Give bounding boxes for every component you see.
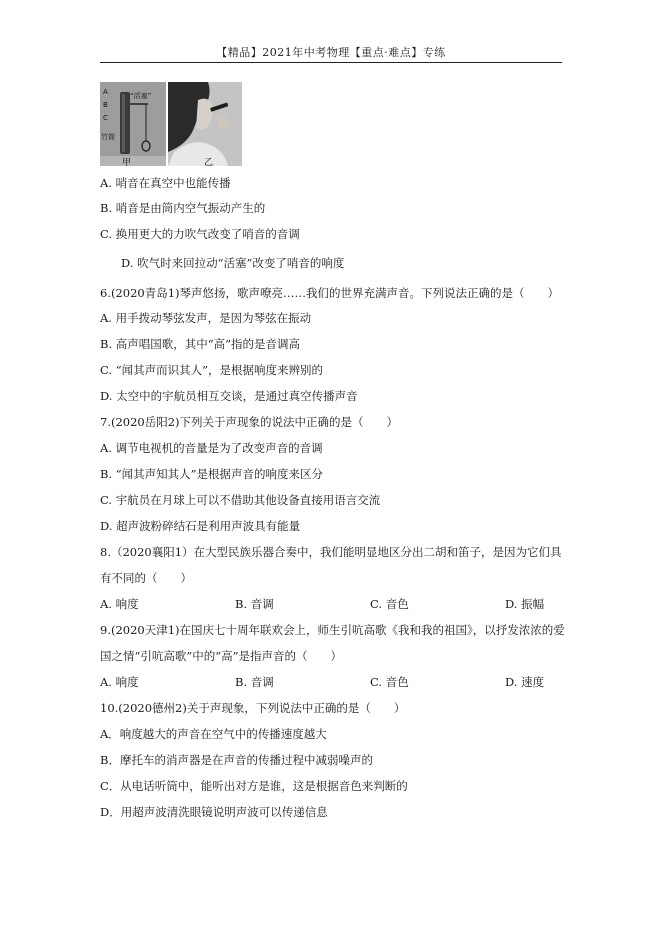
q7-option-a: A. 调节电视机的音量是为了改变声音的音调: [100, 441, 323, 455]
q10-option-a: A．响度越大的声音在空气中的传播速度越大: [100, 727, 327, 741]
q9-stem-line1: 9.(2020天津1)在国庆七十周年联欢会上，师生引吭高歌《我和我的祖国》，以抒发浓浓的爱: [100, 623, 565, 637]
q5-option-b: B. 哨音是由筒内空气振动产生的: [100, 201, 266, 215]
q5-option-a: A. 哨音在真空中也能传播: [100, 176, 231, 190]
q8-stem-line2: 有不同的（ ）: [100, 571, 192, 585]
q6-option-c: C. “闻其声而识其人”，是根据响度来辨别的: [100, 363, 323, 377]
q10-option-b: B．摩托车的消声器是在声音的传播过程中减弱噪声的: [100, 753, 373, 767]
page-header: 【精品】2021年中考物理【重点·难点】专练: [216, 46, 446, 59]
q6-stem: 6.(2020青岛1)琴声悠扬，歌声嘹亮……我们的世界充满声音。下列说法正确的是（ ）: [100, 286, 560, 300]
q10-option-d: D．用超声波清洗眼镜说明声波可以传递信息: [100, 805, 328, 819]
figure-panel-yi: [168, 82, 242, 166]
q9-option-a: A. 响度: [100, 675, 139, 689]
q10-option-c: C．从电话听筒中，能听出对方是谁，这是根据音色来判断的: [100, 779, 408, 793]
q8-option-c: C. 音色: [370, 597, 409, 611]
q6-option-a: A. 用手拨动琴弦发声，是因为琴弦在振动: [100, 311, 312, 325]
q6-option-b: B. 高声唱国歌，其中“高”指的是音调高: [100, 337, 301, 351]
person-blowing-drawing: [168, 82, 242, 166]
q8-stem-line1: 8.（2020襄阳1）在大型民族乐器合奏中，我们能明显地区分出二胡和笛子，是因为它们具: [100, 545, 562, 559]
q9-stem-line2: 国之情“引吭高歌”中的“高”是指声音的（ ）: [100, 649, 343, 663]
q7-option-d: D. 超声波粉碎结石是利用声波具有能量: [100, 519, 301, 533]
q9-option-b: B. 音调: [235, 675, 274, 689]
figure-label-c: C: [103, 114, 108, 122]
q7-stem: 7.(2020岳阳2)下列关于声现象的说法中正确的是（ ）: [100, 415, 399, 429]
q8-option-b: B. 音调: [235, 597, 274, 611]
q8-option-d: D. 振幅: [505, 597, 545, 611]
figure-label-b: B: [103, 101, 108, 109]
q9-option-c: C. 音色: [370, 675, 409, 689]
q9-option-d: D. 速度: [505, 675, 545, 689]
figure-label-a: A: [103, 88, 108, 96]
figure-label-jia: 甲: [122, 158, 132, 166]
figure-panel-jia: [100, 82, 166, 166]
figure-label-yi: 乙: [204, 158, 214, 166]
q7-option-b: B. “闻其声知其人”是根据声音的响度来区分: [100, 467, 324, 481]
q8-option-a: A. 响度: [100, 597, 139, 611]
figure-label-piston: “活塞”: [130, 92, 152, 100]
q5-option-c: C. 换用更大的力吹气改变了哨音的音调: [100, 227, 300, 241]
q7-option-c: C. 宇航员在月球上可以不借助其他设备直接用语言交流: [100, 493, 381, 507]
whistle-figure: [100, 82, 242, 166]
q6-option-d: D. 太空中的宇航员相互交谈，是通过真空传播声音: [100, 389, 358, 403]
q10-stem: 10.(2020德州2)关于声现象，下列说法中正确的是（ ）: [100, 701, 406, 715]
q5-option-d: D. 吹气时来回拉动“活塞”改变了哨音的响度: [121, 256, 345, 270]
figure-label-bamboo: 竹筒: [101, 133, 115, 141]
header-rule: [100, 62, 562, 63]
